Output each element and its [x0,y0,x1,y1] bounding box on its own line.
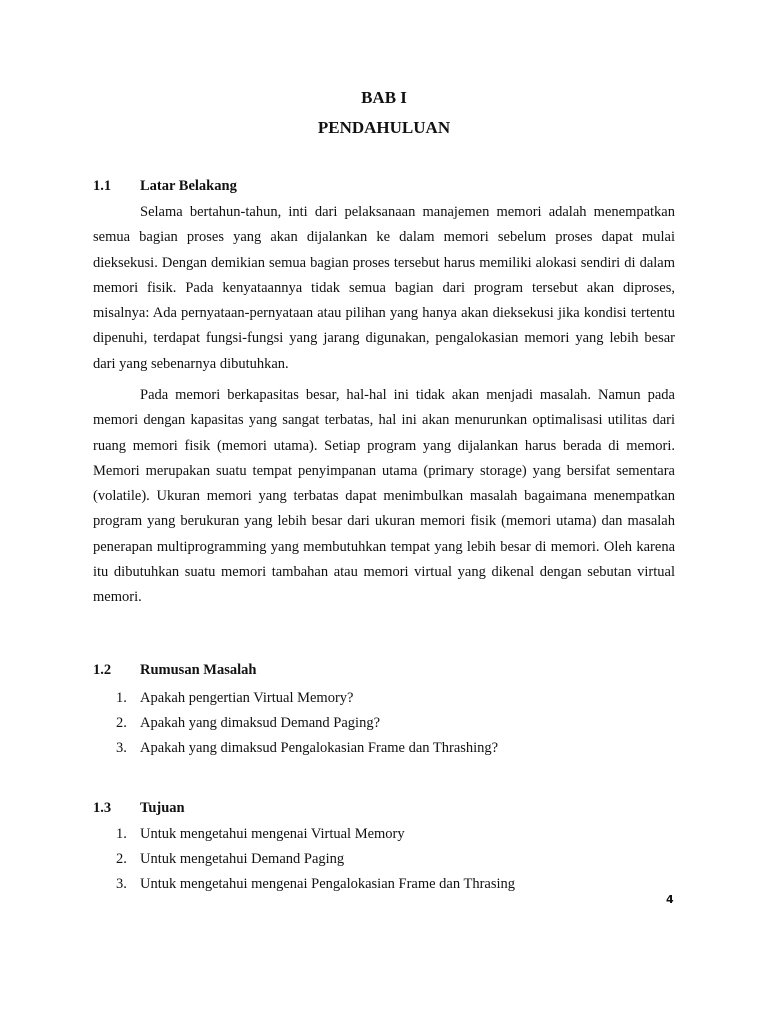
list-text: Apakah yang dimaksud Demand Paging? [140,715,381,731]
list-item [116,850,515,875]
section-title: Tujuan [140,800,185,816]
section-title: Rumusan Masalah [140,662,257,678]
page-number: 4 [666,893,674,906]
list-text: Apakah yang dimaksud Pengalokasian Frame dan Thrashing? [140,740,499,756]
section-number: 1.1 [93,178,112,194]
list-item [116,689,498,714]
chapter-title: PENDAHULUAN [317,118,451,137]
list-index: 2. [116,715,127,731]
list-index: 3. [116,876,127,892]
list-text: Untuk mengetahui mengenai Virtual Memory [140,826,405,842]
list-item [116,825,515,850]
list-text: Untuk mengetahui Demand Paging [140,851,345,867]
list-item [116,714,498,739]
paragraph-background-1: Selama bertahun-tahun, inti dari pelaksanaan manajemen memori adalah menempatkan semua bagian proses yang akan dijalankan ke dalam memori sebelum proses dapat mulai dieksekusi. Dengan demikian semua bagian proses tersebut harus memiliki alokasi sendiri di dalam memori fisik. Pada kenyataannya tidak semua bagian dari program tersebut akan diproses, misalnya: Ada pernyataan-pernyataan atau pilihan yang hanya akan dieksekusi jika kondisi tertentu dipenuhi, terdapat fungsi-fungsi yang jarang digunakan, pengalokasian memori yang lebih besar dari yang sebenarnya dibutuhkan. [93,204,675,372]
section-heading-latar-belakang [93,177,237,195]
problem-list [116,689,498,764]
list-text: Apakah pengertian Virtual Memory? [140,690,354,706]
section-heading-rumusan-masalah [93,661,256,679]
list-item [116,875,515,900]
chapter-label: BAB I [361,88,407,107]
list-text: Untuk mengetahui mengenai Pengalokasian Frame dan Thrasing [140,876,516,892]
section-heading-tujuan [93,799,185,817]
list-index: 1. [116,826,127,842]
list-index: 2. [116,851,127,867]
objective-list [116,825,515,900]
list-item [116,739,498,764]
section-title: Latar Belakang [140,178,237,194]
list-index: 1. [116,690,127,706]
list-index: 3. [116,740,127,756]
section-number: 1.3 [93,800,112,816]
paragraph-background-2: Pada memori berkapasitas besar, hal-hal ini tidak akan menjadi masalah. Namun pada memori dengan kapasitas yang sangat terbatas, hal ini akan menurunkan optimalisasi utilitas dari ruang memori fisik (memori utama). Setiap program yang dijalankan harus berada di memori. Memori merupakan suatu tempat penyimpanan utama (primary storage) yang bersifat sementara (volatile). Ukuran memori yang terbatas dapat menimbulkan masalah bagaimana menempatkan program yang berukuran yang lebih besar dari ukuran memori fisik (memori utama) dan masalah penerapan multiprogramming yang membutuhkan tempat yang lebih besar di memori. Oleh karena itu dibutuhkan suatu memori tambahan atau memori virtual yang dikenal dengan sebutan virtual memori. [93,387,675,606]
section-number: 1.2 [93,662,112,678]
